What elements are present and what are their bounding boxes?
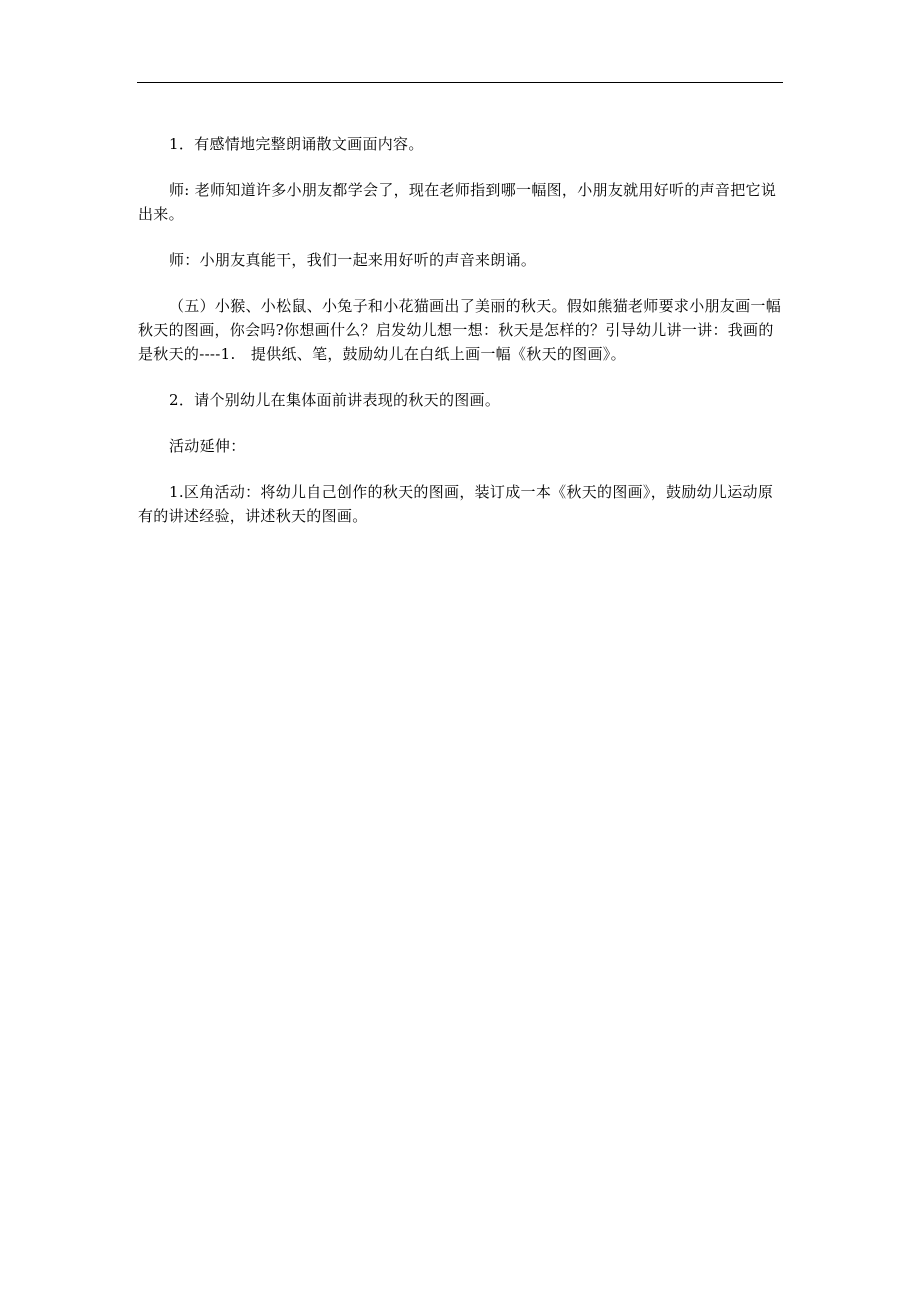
paragraph-6: 活动延伸： (169, 437, 246, 455)
paragraph-1: 1．有感情地完整朗诵散文画面内容。 (169, 135, 424, 153)
paragraph-7: 1.区角活动：将幼儿自己创作的秋天的图画，装订成一本《秋天的图画》，鼓励幼儿运动原有的讲述经验，讲述秋天的图画。 (138, 483, 774, 525)
paragraph-3: 师：小朋友真能干，我们一起来用好听的声音来朗诵。 (169, 251, 537, 269)
document-body (138, 132, 784, 550)
paragraph-4: （五）小猴、小松鼠、小兔子和小花猫画出了美丽的秋天。假如熊猫老师要求小朋友画一幅秋天的图画，你会吗?你想画什么？启发幼儿想一想：秋天是怎样的？引导幼儿讲一讲：我画的是秋天的----1. 提供纸、笔，鼓励幼儿在白纸上画一幅《秋天的图画》。 (138, 297, 782, 363)
paragraph-5: 2．请个别幼儿在集体面前讲表现的秋天的图画。 (169, 391, 501, 409)
paragraph-2: 师: 老师知道许多小朋友都学会了，现在老师指到哪一幅图，小朋友就用好听的声音把它说出来。 (138, 181, 777, 223)
header-rule (137, 82, 783, 83)
